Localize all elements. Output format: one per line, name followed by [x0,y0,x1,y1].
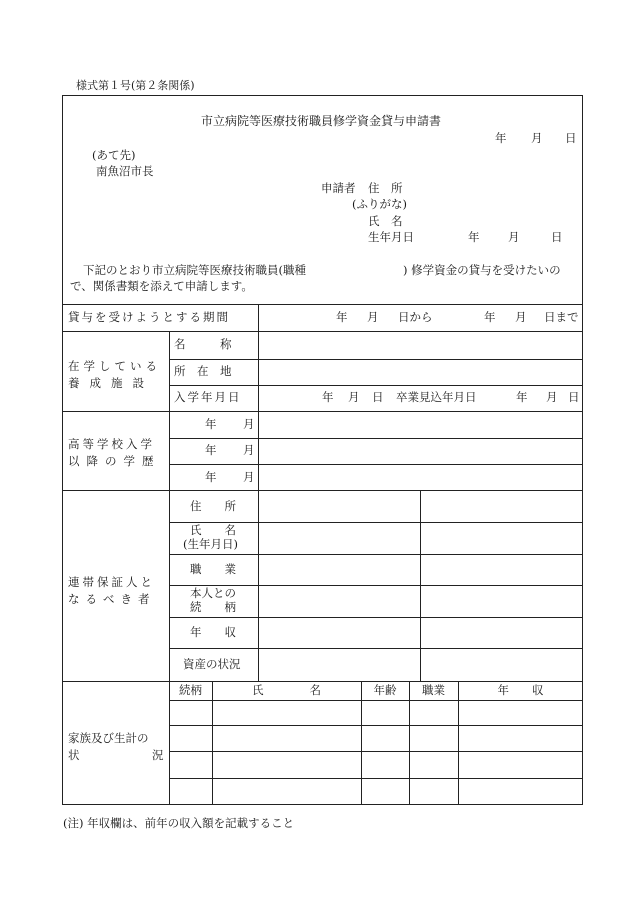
rule [169,438,583,439]
rule [361,681,362,805]
school-name-label: 名 称 [174,337,232,351]
rule [169,617,583,618]
family-header-income: 年 収 [497,683,544,697]
rule [258,331,259,681]
rule [169,385,583,386]
rule [169,554,583,555]
rule [458,681,459,805]
rule [169,778,583,779]
family-header-age: 年齢 [373,683,397,697]
loan-period-label: 貸与を受けようとする期間 [68,310,230,324]
rule [62,411,583,412]
rule [62,331,583,332]
family-header-job: 職業 [422,683,445,697]
rule [409,681,410,805]
rule [62,304,583,305]
guarantor-assets-label: 資産の状況 [183,657,241,671]
rule [169,700,583,701]
rule [169,331,170,805]
enrollment-date-label: 入学年月日 [174,390,242,404]
rule [169,648,583,649]
rule [62,490,583,491]
guarantor-address-label: 住 所 [190,499,236,513]
footnote: (注) 年収欄は、前年の収入額を記載すること [63,816,295,830]
guarantor-job-label: 職 業 [190,562,236,576]
family-header-relation: 続柄 [179,683,202,697]
form-number: 様式第１号(第２条関係) [76,79,195,92]
school-location-label: 所 在 地 [174,364,232,378]
guarantor-income-label: 年 収 [190,625,236,639]
rule [169,751,583,752]
addressee: 南魚沼市長 [96,164,154,178]
rule [169,464,583,465]
form-title: 市立病院等医療技術職員修学資金貸与申請書 [201,114,442,128]
rule [62,681,583,682]
rule [420,490,421,681]
rule [169,725,583,726]
family-header-name: 氏 名 [252,683,321,697]
rule [258,304,259,331]
rule [212,681,213,805]
addressee-prefix: (あて先) [92,148,136,162]
rule [169,359,583,360]
